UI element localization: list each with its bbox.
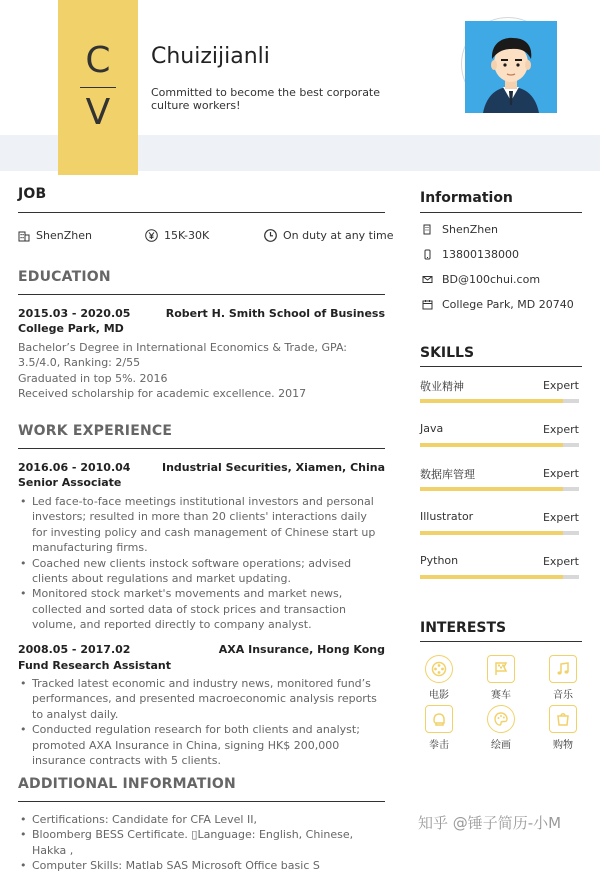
skill-bar-fill	[420, 575, 563, 579]
education-details	[18, 340, 385, 402]
information-divider	[420, 212, 582, 213]
list-item: • Led face-to-face meetings institutional investors and personal investors; resulted in more than 20 clients' interactions daily for investing policy and cash management of Chinese start up manufacturing firms.	[18, 494, 385, 556]
education-detail-line: Received scholarship for academic excellence. 2017	[18, 387, 307, 401]
list-item: • Monitored stock market's movements and market news, collected and sorted data of stock prices and transaction volume, and reported directly to company analyst.	[18, 586, 385, 632]
interest-racing	[481, 655, 521, 701]
skill-level: Expert	[542, 379, 579, 392]
skill-bar	[420, 575, 579, 579]
skill-level: Expert	[542, 555, 579, 568]
list-item: • Bloomberg BESS Certificate. ▯Language: English, Chinese, Hakka ,	[18, 827, 385, 858]
interest-label: 绘画	[491, 740, 511, 751]
interests-divider	[420, 641, 582, 642]
education-detail-line: Bachelor’s Degree in International Economics & Trade, GPA: 3.5/4.0, Ranking: 2/55	[18, 341, 348, 370]
job-salary-text: 15K-30K	[164, 229, 210, 242]
calendar-icon	[422, 299, 433, 310]
phone-icon	[422, 249, 433, 260]
tagline: Committed to become the best corporate culture workers!	[151, 86, 381, 112]
work-section-title: WORK EXPERIENCE	[18, 423, 173, 439]
skill-name: 数据库管理	[420, 468, 475, 481]
skill-bar	[420, 531, 579, 535]
info-location	[420, 223, 498, 236]
interests-title: INTERESTS	[420, 620, 507, 636]
shopping-bag-icon	[555, 711, 571, 727]
skill-bar-fill	[420, 443, 563, 447]
list-item: • Computer Skills: Matlab SAS Microsoft Office basic S	[18, 858, 385, 873]
interest-label: 音乐	[553, 690, 573, 701]
skill-level: Expert	[542, 423, 579, 436]
list-item: • Coached new clients instock software operations; advised clients about regulations and market updating.	[18, 556, 385, 587]
skill-level: Expert	[542, 511, 579, 524]
education-date: 2015.03 - 2020.05	[18, 307, 131, 320]
interest-painting	[481, 705, 521, 751]
interest-label: 电影	[429, 690, 449, 701]
interest-boxing	[419, 705, 459, 751]
interest-label: 拳击	[429, 740, 449, 751]
interest-label: 赛车	[491, 690, 511, 701]
work-role: Senior Associate	[18, 476, 122, 489]
work-date: 2008.05 - 2017.02	[18, 643, 131, 656]
skill-name: Illustrator	[420, 510, 474, 523]
education-divider	[18, 294, 385, 295]
work-bullets	[18, 676, 385, 768]
skill-name: 敬业精神	[420, 380, 464, 393]
music-icon	[555, 661, 571, 677]
education-detail-line: Graduated in top 5%. 2016	[18, 371, 168, 385]
job-location-text: ShenZhen	[36, 229, 92, 242]
skills-title: SKILLS	[420, 345, 475, 361]
work-divider	[18, 448, 385, 449]
interest-label: 购物	[553, 740, 573, 751]
skill-name: Python	[420, 554, 459, 567]
interest-film	[419, 655, 459, 701]
film-icon	[431, 661, 447, 677]
building-icon	[422, 224, 433, 235]
list-item: • Conducted regulation research for both clients and analyst; promoted AXA Insurance in China, signing HK$ 200,000 insurance contracts with 5 clients.	[18, 722, 385, 768]
info-text: 13800138000	[442, 248, 519, 261]
cv-letter-c: C	[85, 40, 111, 81]
work-date: 2016.06 - 2010.04	[18, 461, 131, 474]
skill-bar	[420, 443, 579, 447]
work-role: Fund Research Assistant	[18, 659, 171, 672]
avatar	[462, 18, 554, 110]
job-divider	[18, 212, 385, 213]
job-availability-text: On duty at any time	[283, 229, 394, 242]
info-email	[420, 273, 540, 286]
palette-icon	[493, 711, 509, 727]
info-text: BD@100chui.com	[442, 273, 541, 286]
skill-bar	[420, 399, 579, 403]
job-section-title: JOB	[18, 186, 47, 202]
interest-music	[543, 655, 583, 701]
education-section-title: EDUCATION	[18, 269, 111, 285]
mail-icon	[422, 274, 433, 285]
work-bullets	[18, 494, 385, 633]
skills-divider	[420, 366, 582, 367]
list-item: • Certifications: Candidate for CFA Level II,	[18, 812, 385, 827]
cv-logo	[58, 0, 138, 175]
racing-flag-icon	[493, 661, 509, 677]
skill-level: Expert	[542, 467, 579, 480]
person-avatar-icon	[465, 21, 557, 113]
additional-divider	[18, 801, 385, 802]
education-school: Robert H. Smith School of Business	[165, 307, 385, 320]
skill-bar-fill	[420, 399, 563, 403]
information-title: Information	[420, 190, 513, 206]
additional-bullets	[18, 812, 385, 873]
additional-section-title: ADDITIONAL INFORMATION	[18, 776, 236, 792]
job-availability	[264, 229, 394, 242]
clock-icon	[264, 229, 277, 242]
cv-letter-v: V	[85, 92, 111, 133]
list-item: • Tracked latest economic and industry news, monitored fund’s performances, and presented macroeconomic analysis reports to analyst daily.	[18, 676, 385, 722]
skill-name: Java	[420, 422, 444, 435]
skill-bar-fill	[420, 531, 563, 535]
skill-bar	[420, 487, 579, 491]
info-text: ShenZhen	[442, 223, 498, 236]
work-company: AXA Insurance, Hong Kong	[218, 643, 385, 656]
watermark: 知乎 @锤子简历-小M	[418, 814, 562, 832]
candidate-name: Chuizijianli	[151, 44, 270, 69]
skill-bar-fill	[420, 487, 563, 491]
info-text: College Park, MD 20740	[442, 298, 574, 311]
work-company: Industrial Securities, Xiamen, China	[162, 461, 385, 474]
job-location	[18, 229, 92, 242]
info-phone	[420, 248, 519, 261]
info-address	[420, 298, 574, 311]
yen-icon	[145, 229, 158, 242]
cv-divider	[80, 87, 116, 88]
interest-shopping	[543, 705, 583, 751]
building-icon	[18, 230, 30, 242]
boxing-icon	[431, 711, 447, 727]
education-place: College Park, MD	[18, 322, 124, 335]
job-salary	[145, 229, 209, 242]
